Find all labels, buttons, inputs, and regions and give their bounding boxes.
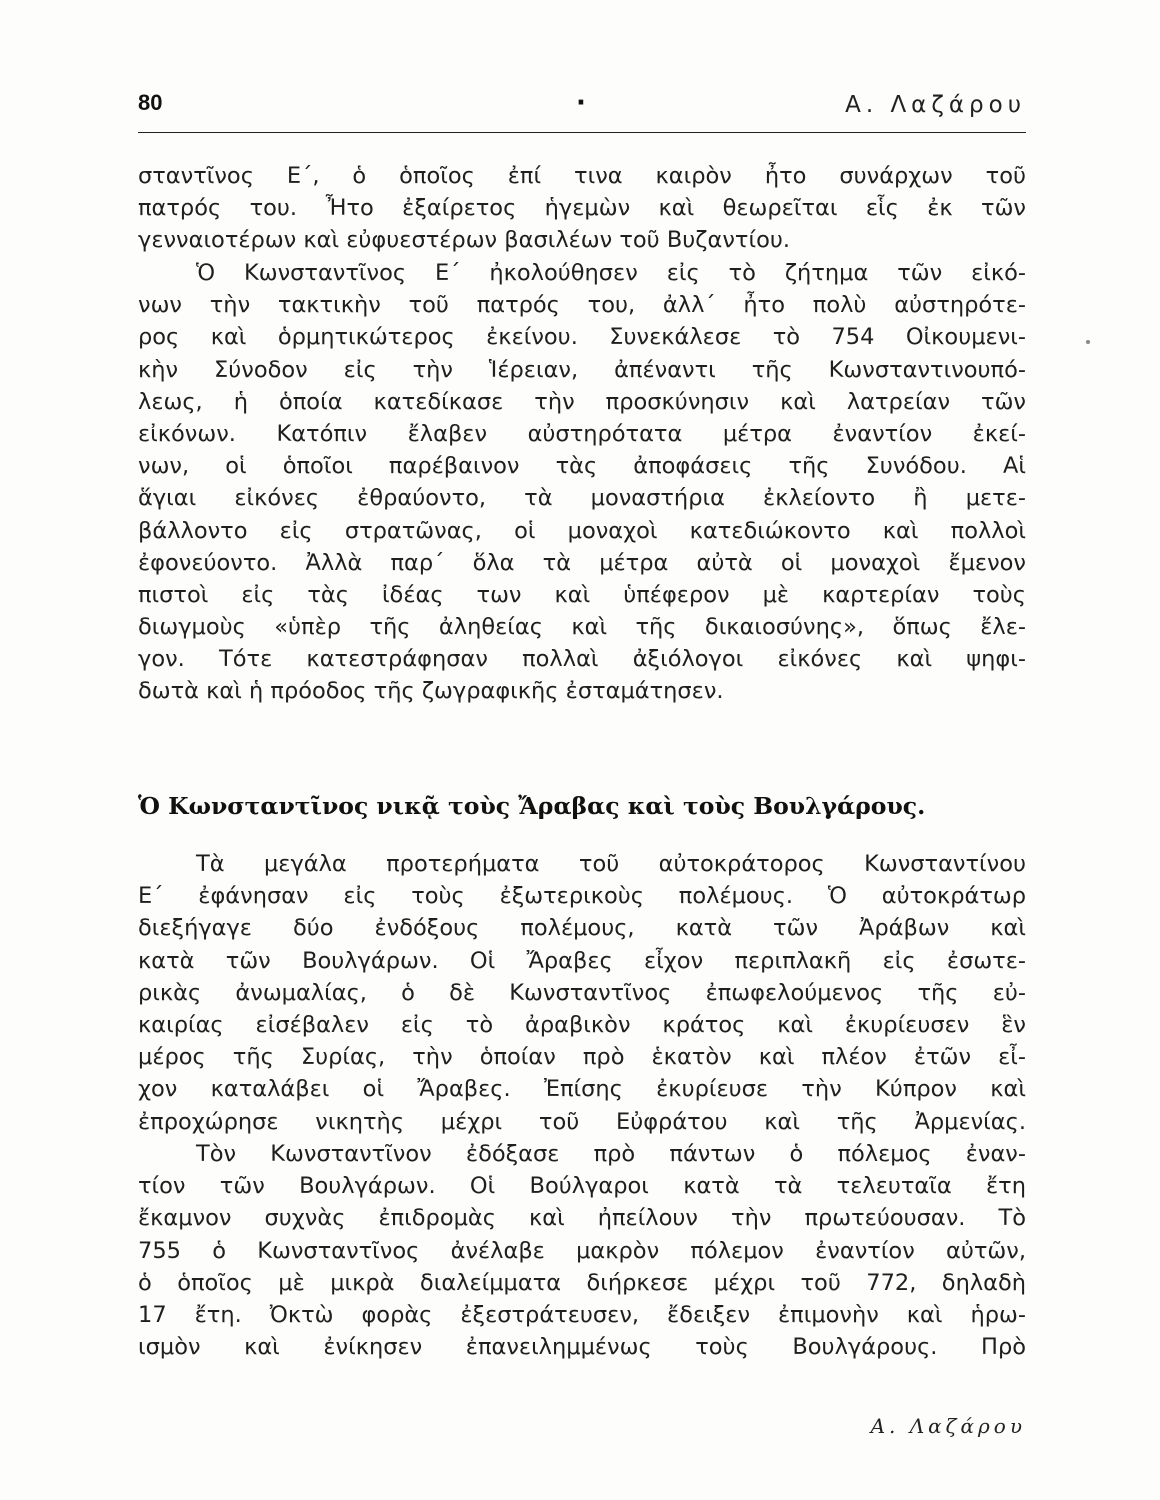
text-line: ὁ ὁποῖος μὲ μικρὰ διαλείμματα διήρκεσε μέχρι τοῦ 772, δηλαδὴ [138, 1269, 1026, 1296]
text-line: κὴν Σύνοδον εἰς τὴν Ἱέρειαν, ἀπέναντι τῆς Κωνσταντινουπό- [138, 356, 1026, 383]
text-line: πατρός του. Ἦτο ἐξαίρετος ἡγεμὼν καὶ θεωρεῖται εἷς ἐκ τῶν [138, 195, 1026, 222]
text-line: Ε΄ ἐφάνησαν εἰς τοὺς ἐξωτερικοὺς πολέμους. Ὁ αὐτοκράτωρ [138, 883, 1026, 910]
text-line: βάλλοντο εἰς στρατῶνας, οἱ μοναχοὶ κατεδιώκοντο καὶ πολλοὶ [138, 517, 1026, 544]
text-line: Τὰ μεγάλα προτερήματα τοῦ αὐτοκράτορος Κωνσταντίνου [196, 851, 1026, 877]
text-line: διωγμοὺς «ὑπὲρ τῆς ἀληθείας καὶ τῆς δικαιοσύνης», ὅπως ἔλε- [138, 614, 1026, 641]
text-line: ρος καὶ ὁρμητικώτερος ἐκείνου. Συνεκάλεσε τὸ 754 Οἰκουμενι- [138, 324, 1026, 351]
page-header [138, 88, 1026, 133]
text-line: λεως, ἡ ὁποία κατεδίκασε τὴν προσκύνησιν καὶ λατρείαν τῶν [138, 388, 1026, 415]
footer-signature: Α. Λαζάρου [870, 1414, 1026, 1438]
text-line: ἐφονεύοντο. Ἀλλὰ παρ΄ ὅλα τὰ μέτρα αὐτὰ οἱ μοναχοὶ ἔμενον [138, 549, 1026, 576]
text-line: καιρίας εἰσέβαλεν εἰς τὸ ἀραβικὸν κράτος καὶ ἐκυρίευσεν ἓν [138, 1011, 1026, 1038]
text-line: νων τὴν τακτικὴν τοῦ πατρός του, ἀλλ΄ ἦτο πολὺ αὐστηρότε- [138, 292, 1026, 319]
text-line: γον. Τότε κατεστράφησαν πολλαὶ ἀξιόλογοι εἰκόνες καὶ ψηφι- [138, 646, 1026, 673]
text-line: εἰκόνων. Κατόπιν ἔλαβεν αὐστηρότατα μέτρα ἐναντίον ἐκεί- [138, 420, 1026, 447]
text-line: Ὁ Κωνσταντῖνος Ε΄ ἠκολούθησεν εἰς τὸ ζήτημα τῶν εἰκό- [196, 260, 1026, 286]
text-line: δωτὰ καὶ ἡ πρόοδος τῆς ζωγραφικῆς ἐσταμάτησεν. [138, 678, 724, 705]
text-line: νων, οἱ ὁποῖοι παρέβαινον τὰς ἀποφάσεις τῆς Συνόδου. Αἱ [138, 453, 1026, 480]
header-dot: · [576, 88, 586, 118]
text-line: διεξήγαγε δύο ἐνδόξους πολέμους, κατὰ τῶν Ἀράβων καὶ [138, 915, 1026, 942]
text-line: κατὰ τῶν Βουλγάρων. Οἱ Ἄραβες εἶχον περιπλακῆ εἰς ἐσωτε- [138, 947, 1026, 974]
paragraph-iconoclasm [138, 257, 1026, 708]
running-head: Α. Λαζάρου [845, 92, 1026, 118]
text-line: Τὸν Κωνσταντῖνον ἐδόξασε πρὸ πάντων ὁ πόλεμος ἐναν- [196, 1141, 1026, 1167]
text-line: ἔκαμνον συχνὰς ἐπιδρομὰς καὶ ἠπείλουν τὴν πρωτεύουσαν. Τὸ [138, 1205, 1026, 1232]
page-number: 80 [138, 90, 163, 115]
text-line: τίον τῶν Βουλγάρων. Οἱ Βούλγαροι κατὰ τὰ τελευταῖα ἔτη [138, 1173, 1026, 1200]
paper-speck [1086, 340, 1090, 344]
text-line: μέρος τῆς Συρίας, τὴν ὁποίαν πρὸ ἑκατὸν καὶ πλέον ἐτῶν εἶ- [138, 1044, 1026, 1071]
section-heading: Ὁ Κωνσταντῖνος νικᾷ τοὺς Ἄραβας καὶ τοὺς Βουλγάρους. [138, 792, 926, 820]
text-line: ρικὰς ἀνωμαλίας, ὁ δὲ Κωνσταντῖνος ἐπωφελούμενος τῆς εὐ- [138, 979, 1026, 1006]
paragraph-continuation [138, 160, 1026, 257]
paragraph-bulgarian-war [138, 1138, 1026, 1363]
text-line: ἐπροχώρησε νικητὴς μέχρι τοῦ Εὐφράτου καὶ τῆς Ἀρμενίας. [138, 1108, 1026, 1135]
text-line: ἅγιαι εἰκόνες ἐθραύοντο, τὰ μοναστήρια ἐκλείοντο ἢ μετε- [138, 485, 1026, 512]
text-line: ισμὸν καὶ ἐνίκησεν ἐπανειλημμένως τοὺς Βουλγάρους. Πρὸ [138, 1334, 1026, 1361]
text-line: γενναιοτέρων καὶ εὐφυεστέρων βασιλέων τοῦ Βυζαντίου. [138, 227, 791, 254]
paragraph-foreign-wars [138, 848, 1026, 1138]
text-line: χον καταλάβει οἱ Ἄραβες. Ἐπίσης ἐκυρίευσε τὴν Κύπρον καὶ [138, 1076, 1026, 1103]
text-line: σταντῖνος Ε΄, ὁ ὁποῖος ἐπί τινα καιρὸν ἦτο συνάρχων τοῦ [138, 163, 1026, 189]
text-line: πιστοὶ εἰς τὰς ἰδέας των καὶ ὑπέφερον μὲ καρτερίαν τοὺς [138, 581, 1026, 608]
text-line: 17 ἔτη. Ὀκτὼ φορὰς ἐξεστράτευσεν, ἔδειξεν ἐπιμονὴν καὶ ἡρω- [138, 1301, 1026, 1328]
text-line: 755 ὁ Κωνσταντῖνος ἀνέλαβε μακρὸν πόλεμον ἐναντίον αὐτῶν, [138, 1237, 1026, 1264]
